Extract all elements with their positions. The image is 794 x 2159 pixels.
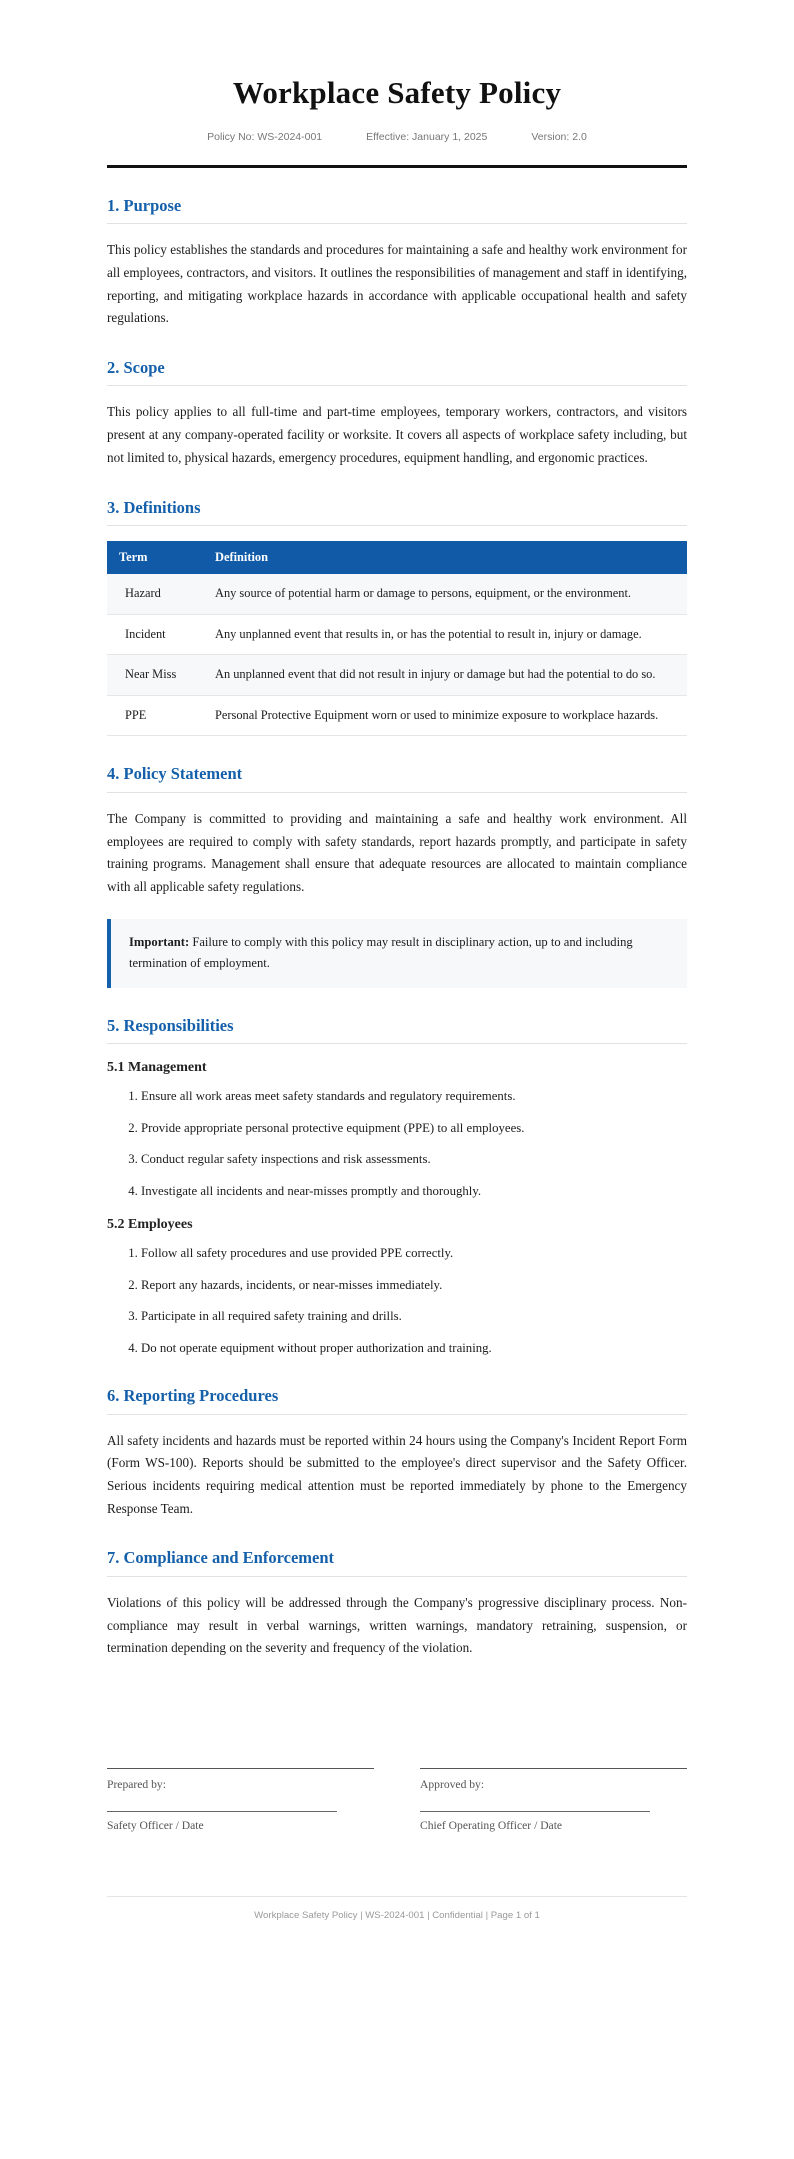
section-heading-reporting-procedures: 6. Reporting Procedures [107, 1386, 279, 1406]
heading-underline [107, 223, 687, 224]
cell-term: Hazard [107, 574, 203, 614]
list-item: 1. Ensure all work areas meet safety standards and regulatory requirements. [141, 1086, 687, 1106]
section-heading-policy-statement: 4. Policy Statement [107, 764, 243, 784]
list-item: 2. Report any hazards, incidents, or near-misses immediately. [141, 1275, 687, 1295]
section-heading-compliance-enforcement: 7. Compliance and Enforcement [107, 1548, 335, 1568]
list-item: 4. Investigate all incidents and near-misses promptly and thoroughly. [141, 1181, 687, 1201]
signature-label: Prepared by: [107, 1777, 166, 1791]
table-row [107, 695, 687, 736]
document-footer [107, 1896, 687, 1921]
meta-version: Version: 2.0 [531, 130, 587, 143]
section-body-reporting-procedures: All safety incidents and hazards must be reported within 24 hours using the Company's Incident Report Form (Form WS-100). Reports should be submitted to the employee's direct supervisor and the Safety Officer. Serious incidents requiring medical attention must be reported immediately by phone to the Emergency Response Team. [107, 1432, 687, 1516]
signature-line[interactable] [107, 1811, 337, 1812]
table-row [107, 655, 687, 696]
cell-definition: Personal Protective Equipment worn or used to minimize exposure to workplace hazards. [203, 695, 687, 736]
heading-underline [107, 1576, 687, 1577]
section-scope [107, 357, 687, 470]
section-heading-definitions: 3. Definitions [107, 497, 201, 517]
table-row [107, 614, 687, 655]
heading-underline [107, 525, 687, 526]
table-body [107, 574, 687, 736]
signature-area [107, 1768, 687, 1832]
cell-definition: Any source of potential harm or damage to persons, equipment, or the environment. [203, 574, 687, 614]
signature-top-rule [420, 1768, 687, 1769]
header-divider [107, 165, 687, 168]
cell-definition: An unplanned event that did not result in injury or damage but had the potential to do so. [203, 655, 687, 696]
subsection-heading-employees: 5.2 Employees [107, 1217, 193, 1233]
signature-top-rule [107, 1768, 374, 1769]
signature-role: Safety Officer / Date [107, 1818, 204, 1832]
list-item: 3. Participate in all required safety training and drills. [141, 1306, 687, 1326]
meta-effective-date: Effective: January 1, 2025 [366, 130, 488, 143]
callout-label: Important: [129, 934, 190, 949]
subsection-heading-management: 5.1 Management [107, 1060, 207, 1076]
document-metadata [107, 131, 687, 143]
signature-block-approved-by [420, 1768, 687, 1832]
document-header [107, 74, 687, 168]
cell-term: PPE [107, 695, 203, 736]
section-body-policy-statement: The Company is committed to providing and maintaining a safe and healthy work environment. All employees are required to comply with safety standards, report hazards promptly, and participate in safety training programs. Management shall ensure that adequate resources are allocated to maintain compliance with all applicable safety regulations. [107, 810, 687, 894]
section-responsibilities [107, 1015, 687, 1358]
signature-block-prepared-by [107, 1768, 374, 1832]
section-body-compliance-enforcement: Violations of this policy will be addressed through the Company's progressive disciplinary process. Non-compliance may result in verbal warnings, written warnings, mandatory retraining, suspension, or termination depending on the severity and frequency of the violation. [107, 1594, 687, 1656]
table-row [107, 574, 687, 614]
cell-term: Incident [107, 614, 203, 655]
section-heading-purpose: 1. Purpose [107, 195, 182, 215]
cell-term: Near Miss [107, 655, 203, 696]
signature-line[interactable] [420, 1811, 650, 1812]
table-header [107, 541, 687, 574]
callout-text: Failure to comply with this policy may result in disciplinary action, up to and including termination of employment. [129, 934, 633, 970]
table-header-row [107, 541, 687, 574]
heading-underline [107, 792, 687, 793]
section-body-scope: This policy applies to all full-time and part-time employees, temporary workers, contractors, and visitors present at any company-operated facility or worksite. It covers all aspects of workplace safety including, but not limited to, physical hazards, emergency procedures, equipment handling, and ergonomic practices. [107, 404, 687, 465]
heading-underline [107, 1414, 687, 1415]
section-definitions [107, 497, 687, 737]
heading-underline [107, 385, 687, 386]
employee-responsibility-list [107, 1243, 687, 1358]
important-callout [107, 919, 687, 988]
list-item: 2. Provide appropriate personal protective equipment (PPE) to all employees. [141, 1118, 687, 1138]
management-responsibility-list [107, 1086, 687, 1201]
section-compliance-enforcement [107, 1547, 687, 1660]
meta-policy-no: Policy No: WS-2024-001 [207, 130, 323, 143]
signature-label: Approved by: [420, 1777, 485, 1791]
section-purpose [107, 195, 687, 330]
heading-underline [107, 1043, 687, 1044]
list-item: 3. Conduct regular safety inspections and risk assessments. [141, 1149, 687, 1169]
list-item: 1. Follow all safety procedures and use provided PPE correctly. [141, 1243, 687, 1263]
section-reporting-procedures [107, 1385, 687, 1520]
section-heading-scope: 2. Scope [107, 358, 165, 377]
section-heading-responsibilities: 5. Responsibilities [107, 1015, 234, 1035]
column-header-definition: Definition [203, 541, 687, 574]
page-title: Workplace Safety Policy [232, 75, 562, 110]
signature-role: Chief Operating Officer / Date [420, 1818, 563, 1832]
section-policy-statement [107, 763, 687, 988]
section-body-purpose: This policy establishes the standards and procedures for maintaining a safe and healthy work environment for all employees, contractors, and visitors. It outlines the responsibilities of management and staff in identifying, reporting, and mitigating workplace hazards in accordance with applicable occupational health and safety regulations. [107, 242, 687, 326]
footer-text: Workplace Safety Policy | WS-2024-001 | Confidential | Page 1 of 1 [254, 1909, 540, 1921]
list-item: 4. Do not operate equipment without proper authorization and training. [141, 1338, 687, 1358]
column-header-term: Term [107, 541, 203, 574]
definitions-table [107, 541, 687, 736]
cell-definition: Any unplanned event that results in, or has the potential to result in, injury or damage. [203, 614, 687, 655]
